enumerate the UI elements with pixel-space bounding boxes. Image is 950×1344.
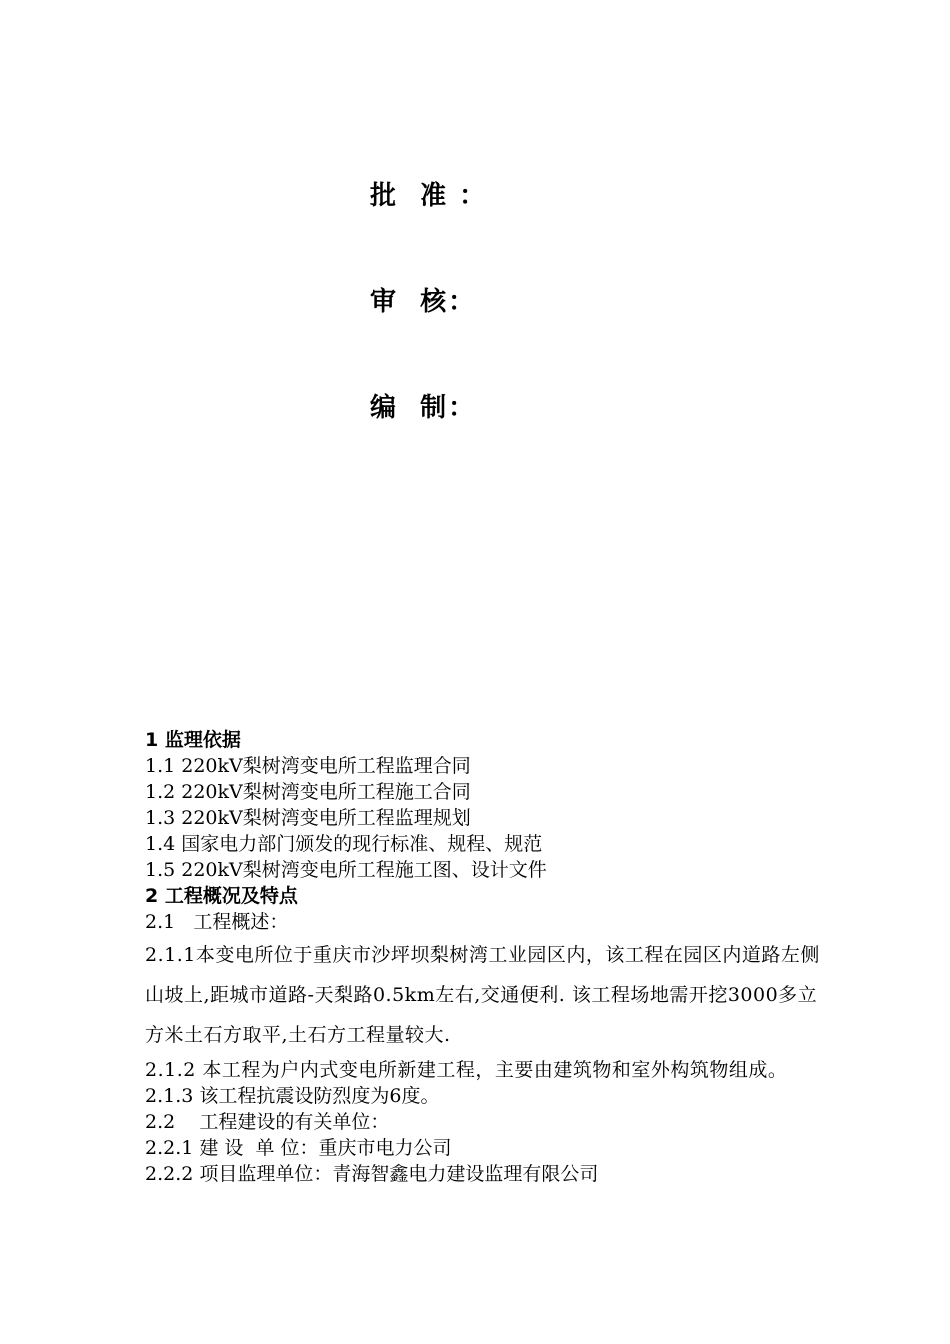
list-item: 1.1 220kV梨树湾变电所工程监理合同 — [145, 755, 471, 777]
section-1-heading: 1 监理依据 — [145, 729, 241, 751]
list-item: 1.5 220kV梨树湾变电所工程施工图、设计文件 — [145, 859, 547, 881]
unit-construction: 2.2.1 建 设 单 位：重庆市电力公司 — [145, 1137, 452, 1159]
paragraph-2-1-1: 2.1.1本变电所位于重庆市沙坪坝梨树湾工业园区内，该工程在园区内道路左侧山坡上,距城市道路-天梨路0.5km左右,交通便利. 该工程场地需开挖3000多立方米土石方取平,土石方工程量较大. — [145, 944, 820, 1046]
list-item: 1.4 国家电力部门颁发的现行标准、规程、规范 — [145, 833, 543, 855]
document-body — [145, 727, 825, 1187]
list-item: 1.2 220kV梨树湾变电所工程施工合同 — [145, 781, 471, 803]
paragraph-2-1-2: 2.1.2 本工程为户内式变电所新建工程，主要由建筑物和室外构筑物组成。 — [145, 1059, 788, 1081]
signature-compile: 编 制： — [370, 393, 477, 423]
subsection-overview-title: 2.1 工程概述： — [145, 911, 289, 933]
signature-approve: 批 准 ： — [370, 181, 488, 211]
unit-supervision: 2.2.2 项目监理单位：青海智鑫电力建设监理有限公司 — [145, 1163, 599, 1185]
paragraph-2-1-3: 2.1.3 该工程抗震设防烈度为6度。 — [145, 1085, 440, 1107]
list-item: 1.3 220kV梨树湾变电所工程监理规划 — [145, 807, 471, 829]
subsection-units-title: 2.2 工程建设的有关单位： — [145, 1111, 390, 1133]
section-2-heading: 2 工程概况及特点 — [145, 885, 298, 907]
signature-review: 审 核： — [370, 287, 477, 317]
